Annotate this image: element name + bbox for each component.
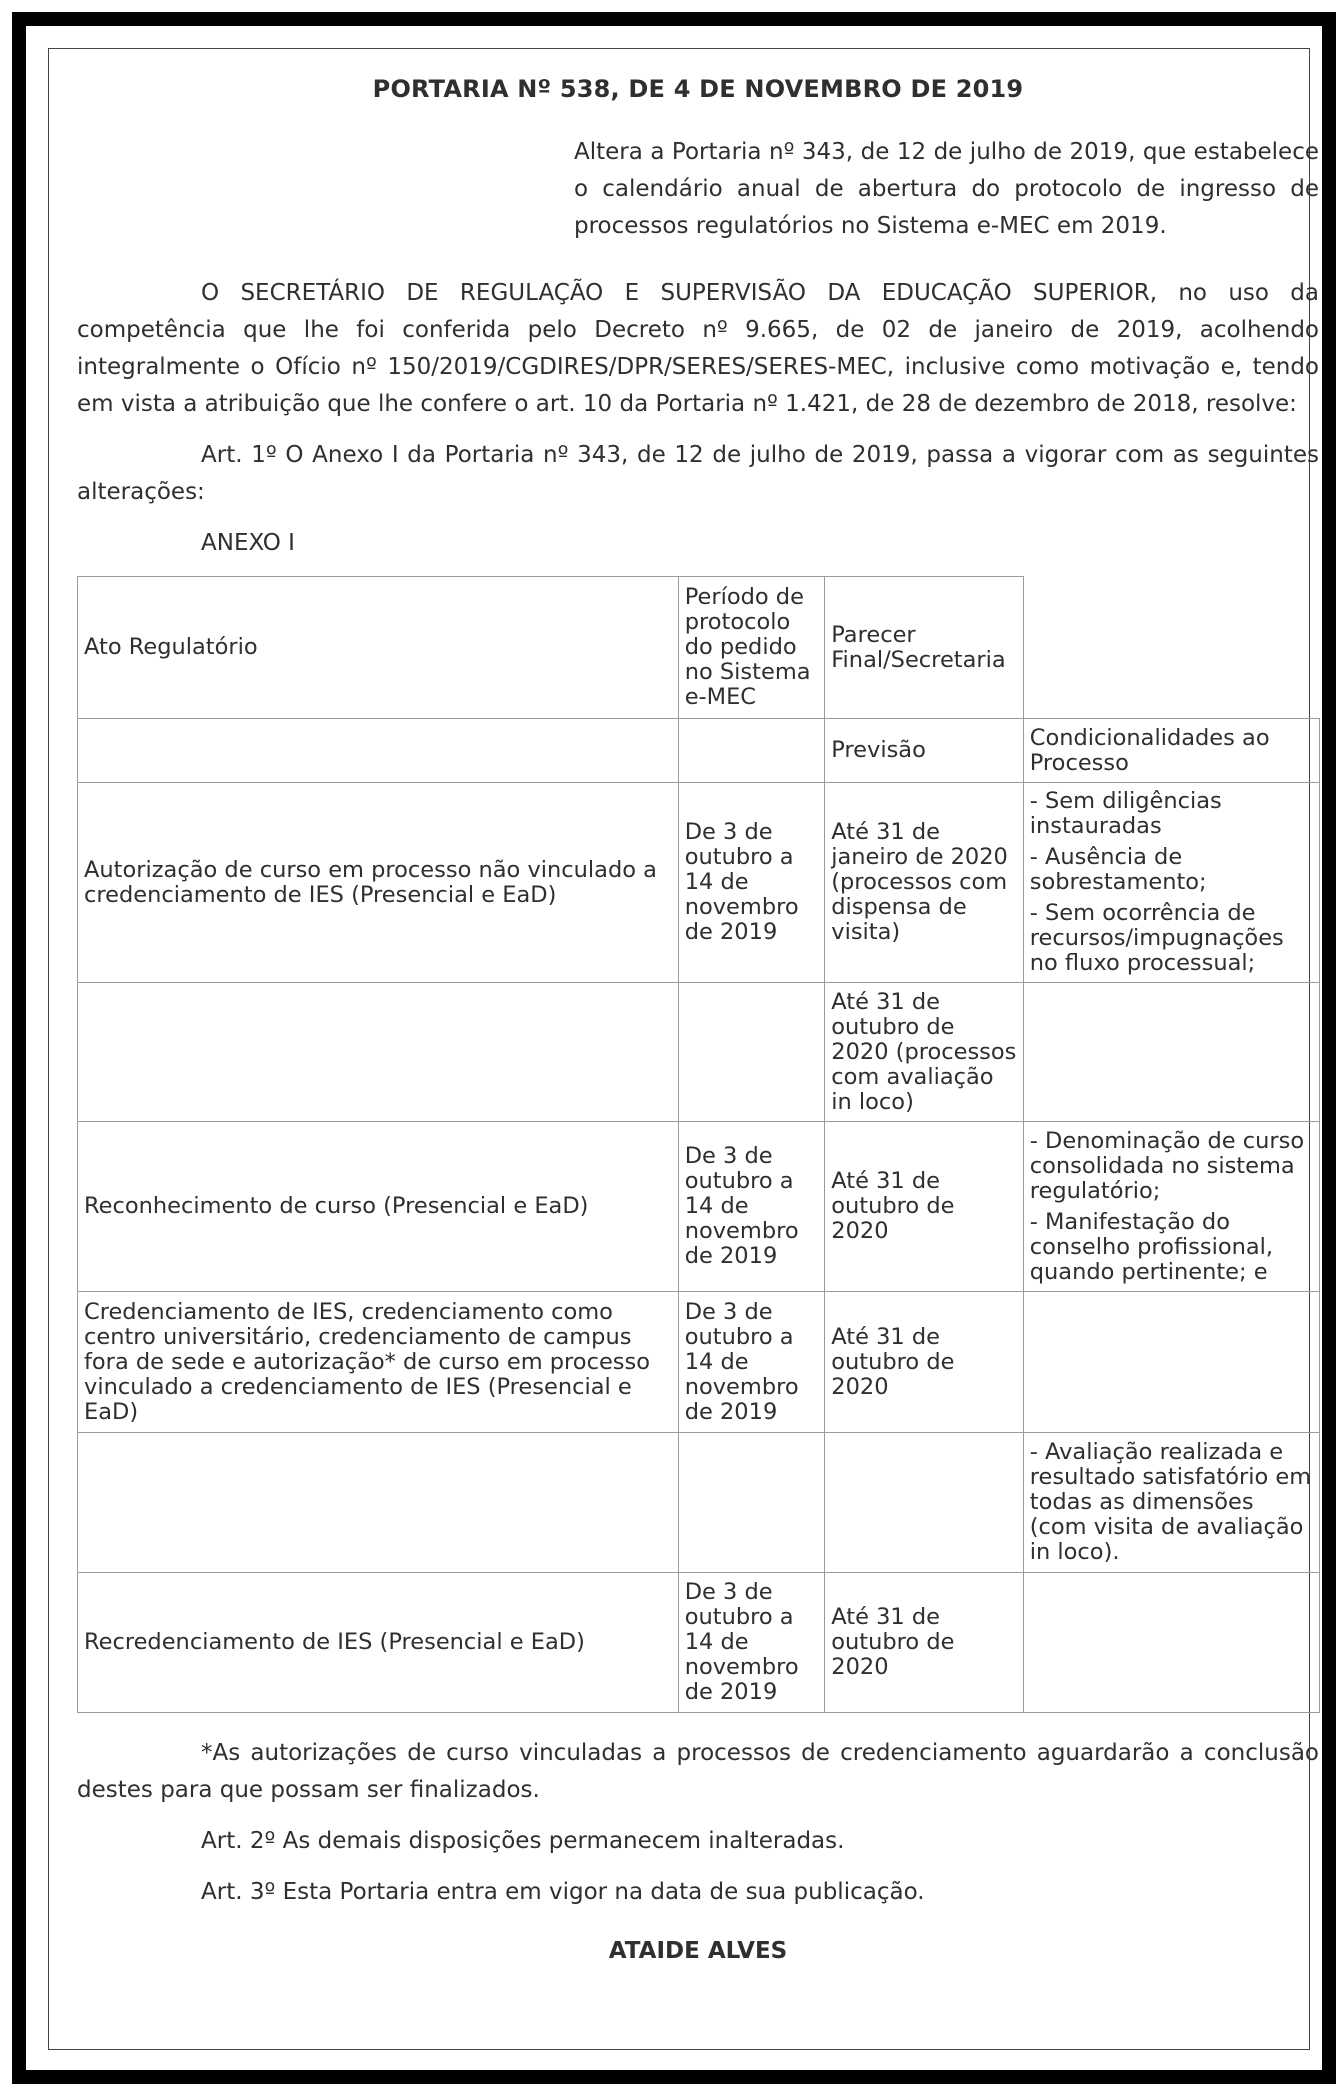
cell-ato: Reconhecimento de curso (Presencial e EaD) (78, 1122, 679, 1292)
subheader-previsao: Previsão (825, 719, 1024, 783)
header-periodo: Período de protocolo do pedido no Sistema e-MEC (678, 577, 825, 719)
cell-periodo: De 3 de outubro a 14 de novembro de 2019 (678, 783, 825, 983)
table-row (78, 1573, 1320, 1713)
cell-empty (78, 719, 679, 783)
cell-empty (678, 1433, 825, 1573)
cell-condicionalidades (1023, 1122, 1319, 1292)
cell-previsao: Até 31 de janeiro de 2020 (processos com dispensa de visita) (825, 783, 1024, 983)
signature: ATAIDE ALVES (608, 1938, 788, 1964)
table-row (78, 1433, 1320, 1573)
cell-empty (78, 1433, 679, 1573)
cell-empty (678, 983, 825, 1122)
cell-empty (1023, 1292, 1319, 1433)
header-parecer: Parecer Final/Secretaria (825, 577, 1024, 719)
table-row (78, 983, 1320, 1122)
cell-condicionalidades (1023, 783, 1319, 983)
cell-condicionalidades (1023, 1433, 1319, 1573)
cell-empty (78, 983, 679, 1122)
header-ato: Ato Regulatório (78, 577, 679, 719)
table-subheader-row (78, 719, 1320, 783)
table-row (78, 1122, 1320, 1292)
table-header-row (78, 577, 1320, 719)
condition-item: - Avaliação realizada e resultado satisfatório em todas as dimensões (com visita de avaliação in loco). (1029, 1439, 1312, 1565)
article-1: Art. 1º O Anexo I da Portaria nº 343, de 12 de julho de 2019, passa a vigorar com as seguintes alterações: (77, 442, 1319, 505)
cell-previsao: Até 31 de outubro de 2020 (processos com avaliação in loco) (825, 983, 1024, 1122)
annex-label: ANEXO I (201, 530, 295, 556)
cell-empty (1023, 1573, 1319, 1713)
footnote: *As autorizações de curso vinculadas a processos de credenciamento aguardarão a conclusão destes para que possam ser finalizados. (77, 1740, 1319, 1803)
cell-empty (825, 1433, 1024, 1573)
preamble: O SECRETÁRIO DE REGULAÇÃO E SUPERVISÃO DA EDUCAÇÃO SUPERIOR, no uso da competência que lhe foi conferida pelo Decreto nº 9.665, de 02 de janeiro de 2019, acolhendo integralmente o Ofício nº 150/2019/CGDIRES/DPR/SERES/SERES-MEC, inclusive como motivação e, tendo em vista a atribuição que lhe confere o art. 10 da Portaria nº 1.421, de 28 de dezembro de 2018, resolve: (77, 280, 1319, 417)
condition-item: - Sem ocorrência de recursos/impugnações no fluxo processual; (1029, 900, 1284, 976)
article-3: Art. 3º Esta Portaria entra em vigor na data de sua publicação. (201, 1879, 925, 1905)
cell-ato: Credenciamento de IES, credenciamento como centro universitário, credenciamento de campus fora de sede e autorização* de curso em processo vinculado a credenciamento de IES (Presencial e EaD) (78, 1292, 679, 1433)
document-title: PORTARIA Nº 538, DE 4 DE NOVEMBRO DE 2019 (372, 75, 1024, 103)
cell-ato: Recredenciamento de IES (Presencial e EaD) (78, 1573, 679, 1713)
ementa: Altera a Portaria nº 343, de 12 de julho de 2019, que estabelece o calendário anual de abertura do protocolo de ingresso de processos regulatórios no Sistema e-MEC em 2019. (574, 139, 1319, 239)
document-sheet (48, 48, 1319, 2050)
cell-empty (1023, 983, 1319, 1122)
cell-previsao: Até 31 de outubro de 2020 (825, 1292, 1024, 1433)
cell-periodo: De 3 de outubro a 14 de novembro de 2019 (678, 1292, 825, 1433)
document-body (77, 71, 1319, 1970)
cell-previsao: Até 31 de outubro de 2020 (825, 1573, 1024, 1713)
cell-previsao: Até 31 de outubro de 2020 (825, 1122, 1024, 1292)
article-2: Art. 2º As demais disposições permanecem inalteradas. (201, 1828, 845, 1854)
condition-item: - Denominação de curso consolidada no sistema regulatório; (1029, 1127, 1305, 1204)
cell-periodo: De 3 de outubro a 14 de novembro de 2019 (678, 1122, 825, 1292)
page-border (12, 12, 1336, 2084)
cell-ato: Autorização de curso em processo não vinculado a credenciamento de IES (Presencial e EaD) (78, 783, 679, 983)
condition-item: - Ausência de sobrestamento; (1029, 844, 1207, 895)
header-empty-cell (1023, 577, 1319, 719)
annex-table (77, 576, 1320, 1713)
cell-empty (678, 719, 825, 783)
table-row (78, 783, 1320, 983)
table-row (78, 1292, 1320, 1433)
cell-periodo: De 3 de outubro a 14 de novembro de 2019 (678, 1573, 825, 1713)
condition-item: - Manifestação do conselho profissional, quando pertinente; e (1029, 1208, 1274, 1285)
condition-item: - Sem diligências instauradas (1029, 788, 1222, 839)
subheader-condicionalidades: Condicionalidades ao Processo (1023, 719, 1319, 783)
